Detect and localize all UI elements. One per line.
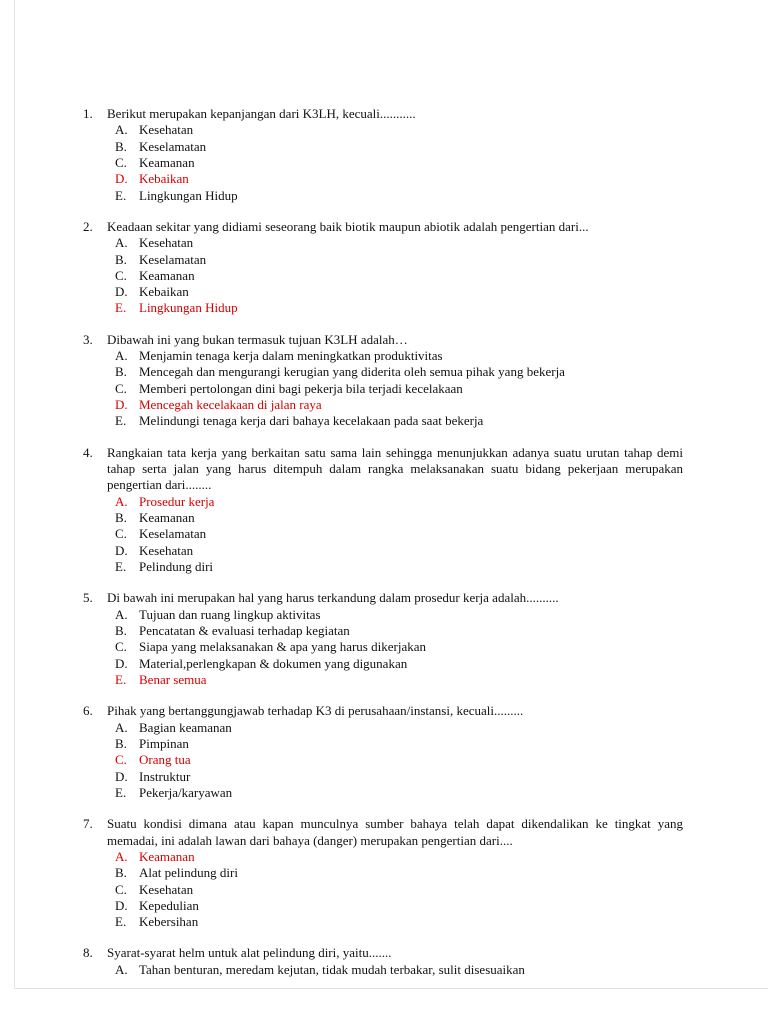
option-text: Keselamatan — [139, 138, 207, 154]
question-item — [83, 332, 683, 430]
answer-option — [115, 348, 683, 364]
option-letter: D. — [115, 284, 128, 300]
option-letter: C. — [115, 526, 127, 542]
answer-option — [115, 188, 683, 204]
answer-options — [115, 494, 683, 575]
answer-option — [115, 656, 683, 672]
question-item — [83, 590, 683, 688]
option-letter: C. — [115, 155, 127, 170]
question-row — [83, 816, 683, 849]
option-text: Prosedur kerja — [139, 493, 215, 509]
answer-option-correct — [115, 849, 683, 865]
option-letter: A. — [115, 848, 128, 864]
question-text: Di bawah ini merupakan hal yang harus terkandung dalam prosedur kerja adalah.......... — [107, 590, 559, 606]
answer-option — [115, 898, 683, 914]
answer-option — [115, 284, 683, 300]
option-text: Pimpinan — [139, 735, 189, 751]
question-text: Rangkaian tata kerja yang berkaitan satu sama lain sehingga menunjukkan adanya suatu urutan tahap demi tahap serta jalan yang harus ditempuh dalam rangka melaksanakan suatu bidang pekerjaan merupakan pengertian dari........ — [107, 444, 683, 493]
answer-options — [115, 849, 683, 930]
answer-option — [115, 607, 683, 623]
option-letter: A. — [115, 493, 128, 509]
option-letter: B. — [115, 865, 127, 881]
answer-options — [115, 720, 683, 801]
question-text: Keadaan sekitar yang didiami seseorang baik biotik maupun abiotik adalah pengertian dari... — [107, 218, 589, 234]
answer-option — [115, 510, 683, 526]
option-letter: B. — [115, 251, 127, 267]
option-text: Lingkungan Hidup — [139, 187, 238, 203]
question-number: 8. — [83, 945, 93, 961]
answer-option — [115, 526, 683, 542]
option-letter: A. — [115, 235, 128, 251]
answer-option — [115, 865, 683, 881]
option-text: Keamanan — [139, 155, 195, 170]
answer-option-correct — [115, 672, 683, 688]
question-number: 7. — [83, 816, 93, 832]
option-letter: C. — [115, 752, 127, 768]
option-text: Keamanan — [139, 848, 195, 864]
answer-option — [115, 543, 683, 559]
answer-option — [115, 413, 683, 429]
option-text: Kebaikan — [139, 284, 189, 300]
answer-option-correct — [115, 300, 683, 316]
question-number: 3. — [83, 331, 93, 347]
question-number: 4. — [83, 444, 93, 460]
document-page — [14, 0, 768, 989]
question-text: Suatu kondisi dimana atau kapan munculnya sumber bahaya telah dapat dikendalikan ke tingkat yang memadai, ini adalah lawan dari bahaya (danger) merupakan pengertian dari.... — [107, 816, 683, 848]
option-letter: C. — [115, 881, 127, 897]
question-row — [83, 219, 683, 235]
option-text: Kesehatan — [139, 881, 194, 897]
option-letter: C. — [115, 639, 127, 655]
answer-option — [115, 235, 683, 251]
question-text: Berikut merupakan kepanjangan dari K3LH, kecuali........... — [107, 106, 416, 121]
answer-option-correct — [115, 494, 683, 510]
option-text: Siapa yang melaksanakan & apa yang harus dikerjakan — [139, 639, 426, 655]
option-text: Keselamatan — [139, 251, 207, 267]
answer-option — [115, 882, 683, 898]
option-letter: D. — [115, 768, 128, 784]
option-letter: B. — [115, 510, 127, 526]
question-item — [83, 106, 683, 204]
page-bottom-edge — [15, 980, 768, 988]
answer-options — [115, 962, 683, 978]
answer-option — [115, 785, 683, 801]
option-letter: A. — [115, 961, 128, 977]
option-text: Kepedulian — [139, 897, 199, 913]
option-letter: A. — [115, 122, 128, 138]
question-text: Dibawah ini yang bukan termasuk tujuan K3LH adalah… — [107, 331, 408, 347]
answer-option — [115, 381, 683, 397]
question-item — [83, 703, 683, 801]
option-text: Keselamatan — [139, 526, 207, 542]
option-letter: E. — [115, 784, 127, 800]
answer-options — [115, 235, 683, 316]
option-text: Kebaikan — [139, 171, 189, 187]
question-item — [83, 816, 683, 930]
option-letter: D. — [115, 897, 128, 913]
option-letter: C. — [115, 267, 127, 283]
option-text: Keamanan — [139, 267, 195, 283]
question-row — [83, 590, 683, 606]
question-text: Syarat-syarat helm untuk alat pelindung diri, yaitu....... — [107, 945, 392, 961]
option-letter: A. — [115, 606, 128, 622]
option-text: Kesehatan — [139, 235, 194, 251]
option-text: Benar semua — [139, 671, 207, 687]
option-text: Kesehatan — [139, 542, 194, 558]
option-text: Tujuan dan ruang lingkup aktivitas — [139, 606, 321, 622]
answer-option — [115, 155, 683, 171]
option-text: Keamanan — [139, 510, 195, 526]
option-text: Pelindung diri — [139, 559, 214, 575]
answer-option — [115, 769, 683, 785]
option-text: Pekerja/karyawan — [139, 784, 233, 800]
option-text: Instruktur — [139, 768, 191, 784]
option-letter: B. — [115, 623, 127, 639]
answer-option — [115, 623, 683, 639]
answer-option — [115, 639, 683, 655]
option-letter: C. — [115, 380, 127, 396]
answer-option — [115, 364, 683, 380]
option-letter: A. — [115, 348, 128, 364]
option-letter: B. — [115, 735, 127, 751]
question-item — [83, 445, 683, 576]
answer-option — [115, 720, 683, 736]
option-text: Bagian keamanan — [139, 719, 232, 735]
question-item — [83, 945, 683, 978]
option-text: Alat pelindung diri — [139, 865, 238, 881]
answer-option-correct — [115, 397, 683, 413]
option-text: Pencatatan & evaluasi terhadap kegiatan — [139, 623, 350, 639]
question-row — [83, 945, 683, 961]
option-text: Kebersihan — [139, 914, 199, 930]
option-letter: A. — [115, 719, 128, 735]
option-letter: D. — [115, 397, 128, 413]
option-text: Material,perlengkapan & dokumen yang digunakan — [139, 655, 408, 671]
answer-option — [115, 252, 683, 268]
question-row — [83, 445, 683, 494]
option-letter: E. — [115, 559, 127, 575]
answer-option — [115, 122, 683, 138]
question-number: 1. — [83, 106, 93, 121]
answer-options — [115, 122, 683, 203]
answer-option — [115, 139, 683, 155]
option-letter: D. — [115, 655, 128, 671]
option-letter: B. — [115, 138, 127, 154]
answer-option — [115, 962, 683, 978]
question-number: 2. — [83, 218, 93, 234]
option-text: Memberi pertolongan dini bagi pekerja bila terjadi kecelakaan — [139, 380, 463, 396]
answer-option-correct — [115, 171, 683, 187]
question-item — [83, 219, 683, 317]
option-text: Menjamin tenaga kerja dalam meningkatkan produktivitas — [139, 348, 443, 364]
option-text: Kesehatan — [139, 122, 194, 138]
option-letter: E. — [115, 671, 127, 687]
option-letter: E. — [115, 413, 127, 429]
answer-option — [115, 268, 683, 284]
answer-options — [115, 348, 683, 429]
option-letter: E. — [115, 187, 127, 203]
option-text: Orang tua — [139, 752, 191, 768]
option-letter: D. — [115, 171, 128, 187]
option-text: Mencegah kecelakaan di jalan raya — [139, 397, 322, 413]
option-text: Mencegah dan mengurangi kerugian yang diderita oleh semua pihak yang bekerja — [139, 364, 565, 380]
question-row — [83, 703, 683, 719]
question-number: 6. — [83, 703, 93, 719]
answer-option — [115, 914, 683, 930]
option-text: Melindungi tenaga kerja dari bahaya kecelakaan pada saat bekerja — [139, 413, 484, 429]
answer-options — [115, 607, 683, 688]
question-list — [83, 106, 683, 989]
answer-option — [115, 736, 683, 752]
option-text: Tahan benturan, meredam kejutan, tidak mudah terbakar, sulit disesuaikan — [139, 961, 525, 977]
option-letter: B. — [115, 364, 127, 380]
question-text: Pihak yang bertanggungjawab terhadap K3 di perusahaan/instansi, kecuali......... — [107, 703, 524, 719]
option-letter: E. — [115, 914, 127, 930]
question-row — [83, 332, 683, 348]
question-number: 5. — [83, 590, 93, 606]
question-row — [83, 106, 683, 122]
answer-option-correct — [115, 752, 683, 768]
answer-option — [115, 559, 683, 575]
option-letter: D. — [115, 542, 128, 558]
option-letter: E. — [115, 300, 127, 316]
option-text: Lingkungan Hidup — [139, 300, 238, 316]
